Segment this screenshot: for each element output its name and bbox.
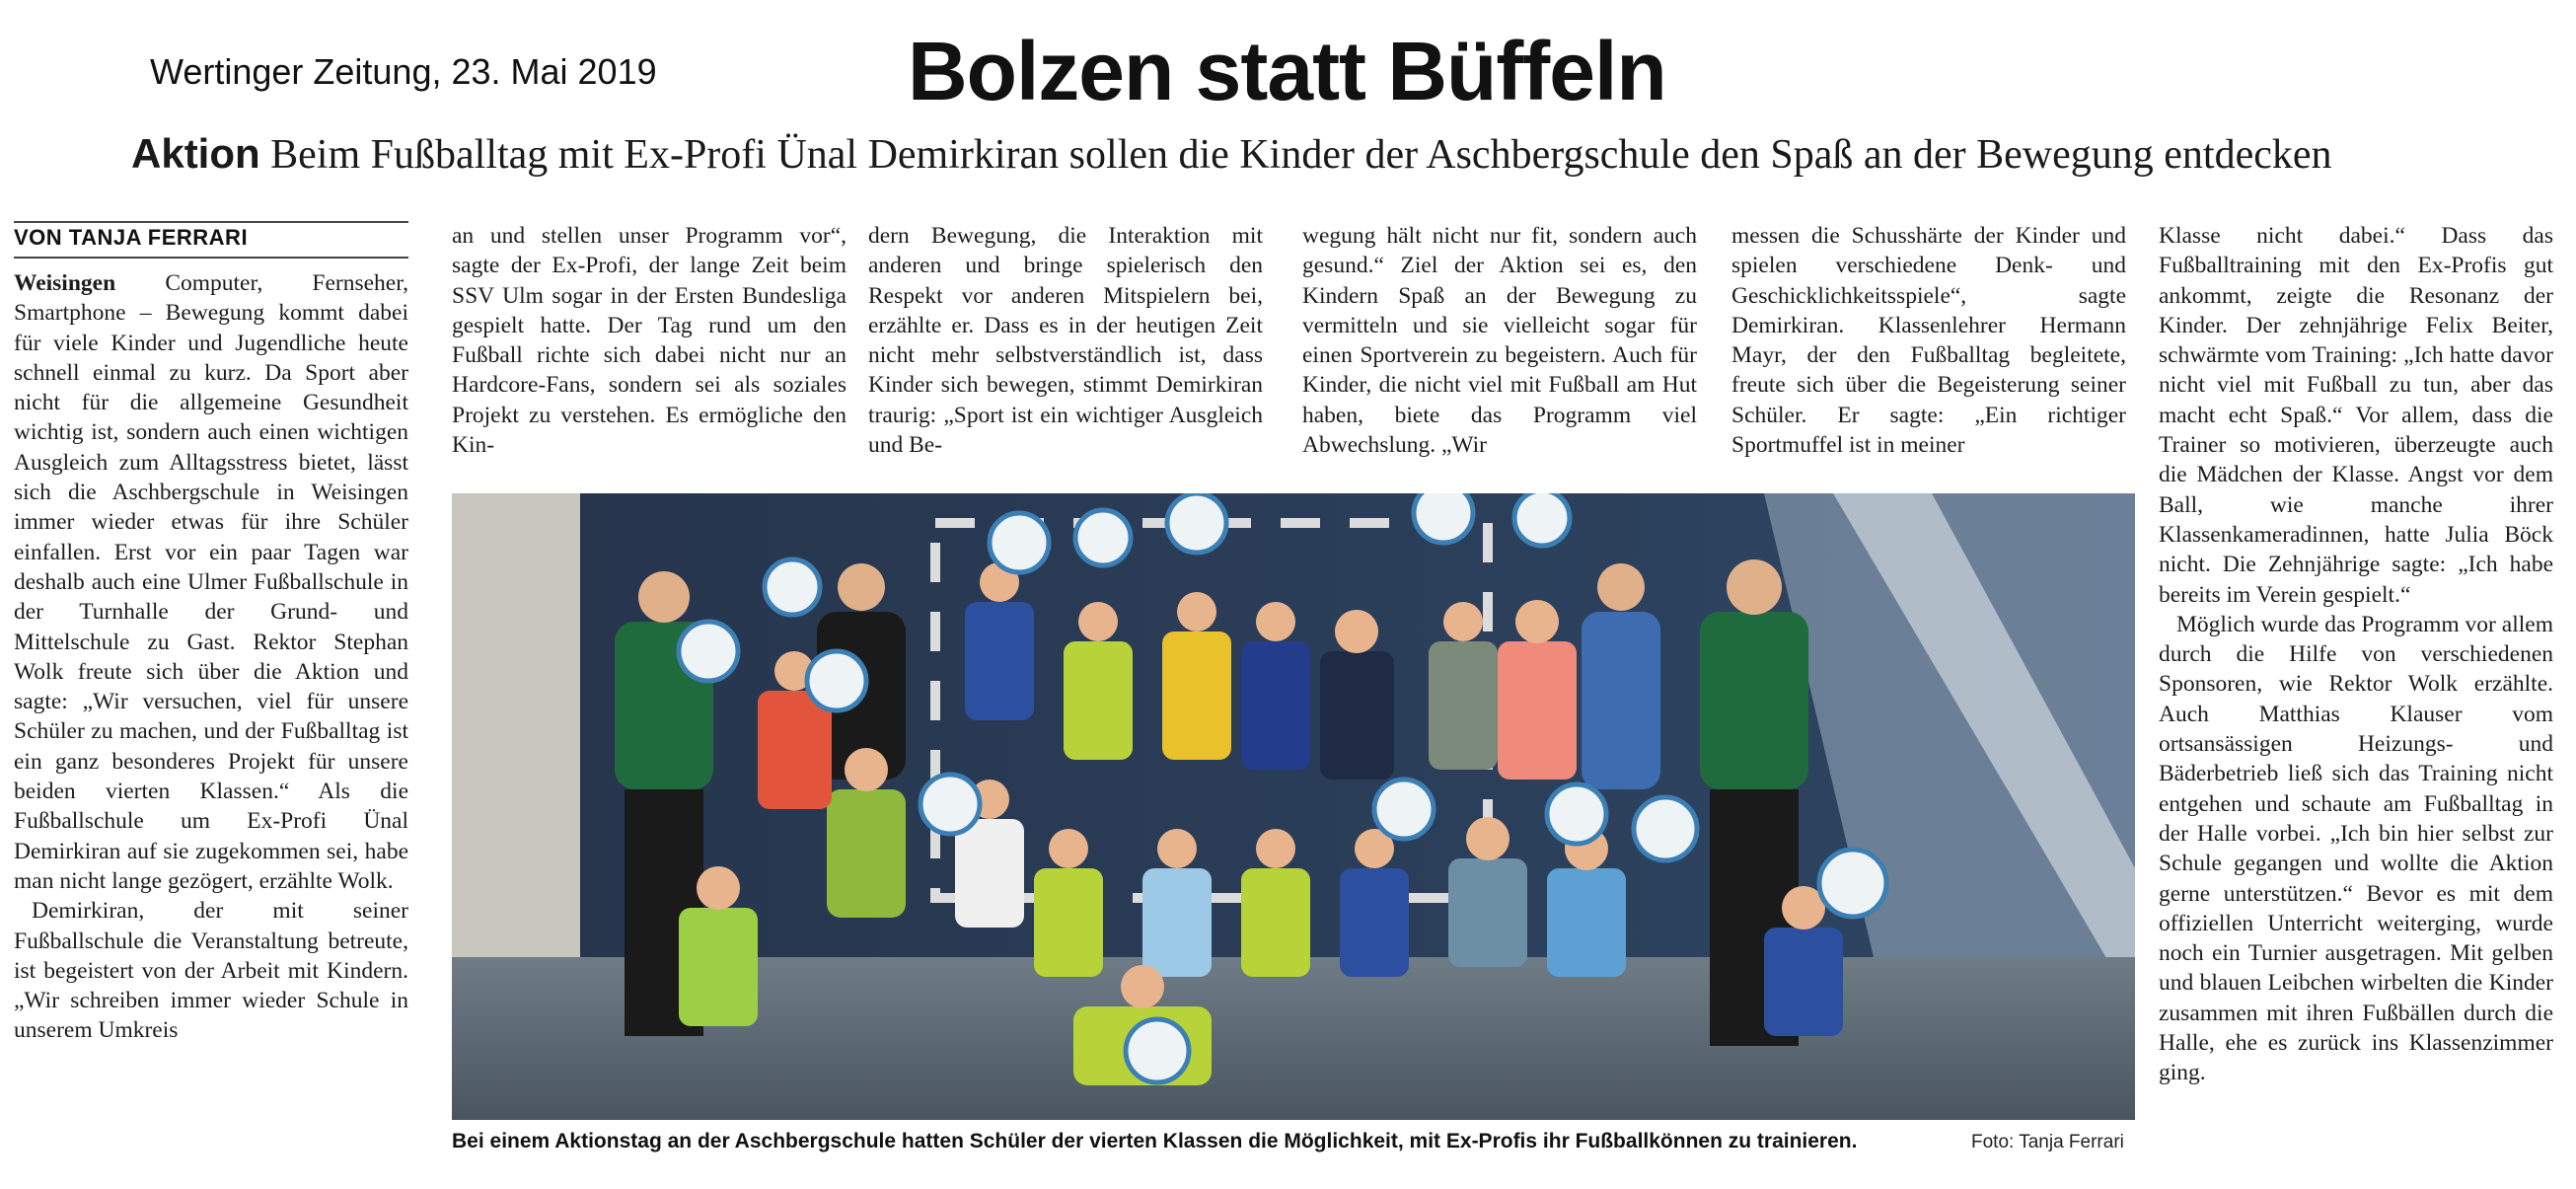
subheadline [131, 130, 2332, 179]
article-column-5 [1731, 221, 2126, 460]
paragraph [14, 268, 408, 896]
photo-credit: Foto: Tanja Ferrari [1971, 1132, 2124, 1152]
paragraph: wegung hält nicht nur fit, sondern auch gesund.“ Ziel der Aktion sei es, den Kindern Spaß an der Bewegung zu vermitteln und sie vielleicht sogar für einen Sportverein zu begeistern. Auch für Kinder, die nicht viel mit Fußball am Hut haben, biete das Programm viel Abwechslung. „Wir [1302, 223, 1697, 459]
author-rule-top [14, 221, 408, 223]
author-byline: VON TANJA FERRARI [14, 225, 249, 250]
headline: Bolzen statt Büffeln [908, 25, 1666, 117]
dateline: Weisingen [14, 270, 116, 296]
group-photo-illustration [452, 493, 2135, 1120]
article-column-6 [2159, 221, 2553, 1088]
subheadline-kicker: Aktion [131, 130, 260, 177]
paragraph: dern Bewegung, die Interaktion mit anderen und bringe spielerisch den Respekt vor anderen Mitspielern bei, erzählte er. Dass es in der heutigen Zeit nicht mehr selbstverständlich ist, dass Kinder sich bewegen, stimmt Demirkiran traurig: „Sport ist ein wichtiger Ausgleich und Be- [868, 223, 1263, 459]
subheadline-text: Beim Fußballtag mit Ex-Profi Ünal Demirkiran sollen die Kinder der Aschbergschule den Spaß an der Bewegung entdecken [270, 132, 2332, 178]
article-column-2 [452, 221, 846, 460]
paragraph-text: Computer, Fernseher, Smartphone – Bewegung kommt dabei für viele Kinder und Jugendliche heute schnell einmal zu kurz. Da Sport aber nicht für die allgemeine Gesundheit wichtig ist, sondern auch einen wichtigen Ausgleich zum Alltagsstress bietet, lässt sich die Aschbergschule in Weisingen immer wieder etwas für ihre Schüler einfallen. Erst vor ein paar Tagen war deshalb auch eine Ulmer Fußballschule in der Turnhalle der Grund- und Mittelschule zu Gast. Rektor Stephan Wolk freute sich über die Aktion und sagte: „Wir versuchen, viel für unsere Schüler zu machen, und der Fußballtag ist ein ganz besonderes Projekt für unsere beiden vierten Klassen.“ Als die Fußballschule um Ex-Profi Ünal Demirkiran auf sie zugekommen sei, habe man nicht lange gezögert, erzählte Wolk. [14, 270, 408, 894]
paragraph: Möglich wurde das Programm vor allem durch die Hilfe von verschiedenen Sponsoren, wie Rektor Wolk erzählte. Auch Matthias Klauser vom ortsansässigen Heizungs- und Bäderbetrieb ließ sich das Training nicht entgehen und schaute am Fußballtag in der Halle vorbei. „Ich bin hier selbst zur Schule gegangen und wollte die Aktion gerne unterstützen.“ Bevor es mit dem offiziellen Unterricht weiterging, wurde noch ein Turnier ausgetragen. Mit gelben und blauen Leibchen wirbelten die Kinder zusammen mit ihren Fußbällen durch die Halle, ehe es zurück ins Klassenzimmer ging. [2159, 611, 2553, 1086]
article-column-4 [1302, 221, 1697, 460]
paragraph-text: Demirkiran, der mit seiner Fußballschule die Veranstaltung betreute, ist begeistert von der Arbeit mit Kindern. „Wir schreiben immer wieder Schule in unserem Umkreis [14, 898, 408, 1044]
author-rule-bottom [14, 257, 408, 259]
paragraph: an und stellen unser Programm vor“, sagte der Ex-Profi, der lange Zeit beim SSV Ulm sogar in der Ersten Bundesliga gespielt hatte. Der Tag rund um den Fußball richte sich dabei nicht nur an Hardcore-Fans, sondern sei als soziales Projekt zu verstehen. Es ermögliche den Kin- [452, 223, 846, 459]
photo-caption: Bei einem Aktionstag an der Aschbergschule hatten Schüler der vierten Klassen die Möglichkeit, mit Ex-Profis ihr Fußballkönnen zu trainieren. [452, 1130, 1858, 1152]
newspaper-source: Wertinger Zeitung, 23. Mai 2019 [150, 51, 657, 92]
paragraph: Klasse nicht dabei.“ Dass das Fußballtraining mit den Ex-Profis gut ankommt, zeigte die Resonanz der Kinder. Der zehnjährige Felix Beiter, schwärmte vom Training: „Ich hatte davor nicht viel mit Fußball zu tun, aber das macht echt Spaß.“ Vor allem, dass die Trainer so motivieren, überzeugte auch die Mädchen der Klasse. Angst vor dem Ball, wie manche ihrer Klassenkameradinnen, hatte Julia Böck nicht. Die Zehnjährige sagte: „Ich habe bereits im Verein gespielt.“ [2159, 223, 2553, 608]
article-column-3 [868, 221, 1263, 460]
paragraph [14, 896, 408, 1045]
article-column-1 [14, 268, 408, 1046]
group-photo [452, 493, 2135, 1120]
paragraph: messen die Schusshärte der Kinder und spielen verschiedene Denk- und Geschicklichkeitsspiele“, sagte Demirkiran. Klassenlehrer Hermann Mayr, der den Fußballtag begleitete, freute sich über die Begeisterung seiner Schüler. Er sagte: „Ein richtiger Sportmuffel ist in meiner [1731, 223, 2126, 459]
